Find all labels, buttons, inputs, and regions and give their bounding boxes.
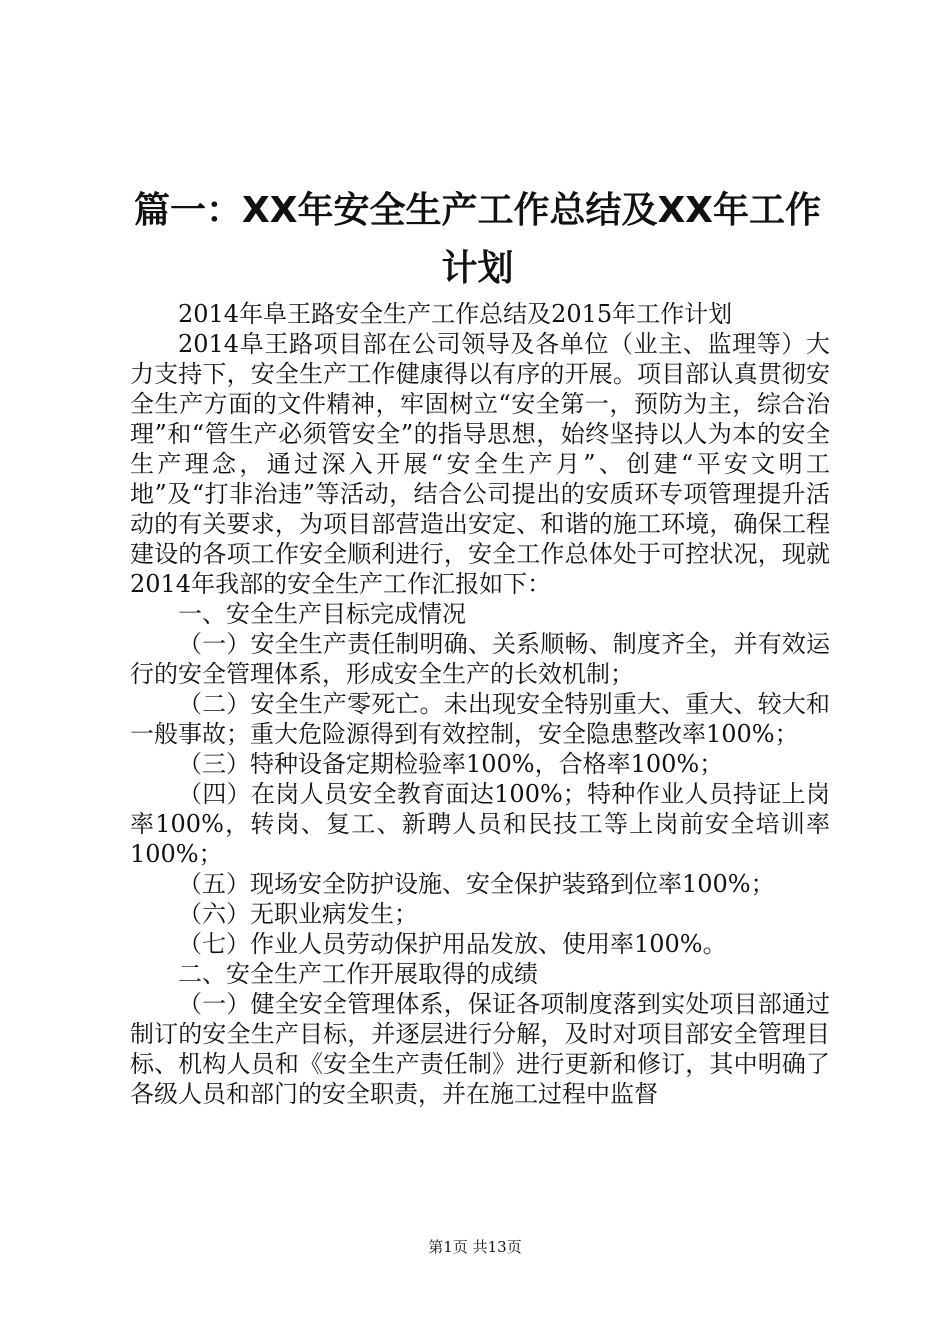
list-item: （一）安全生产责任制明确、关系顺畅、制度齐全，并有效运行的安全管理体系，形成安全生产的长效机制； <box>130 630 830 688</box>
list-item: （五）现场安全防护设施、安全保护装臵到位率100%； <box>178 870 775 898</box>
document-title: 篇一：XX年安全生产工作总结及XX年工作计划 <box>133 190 822 289</box>
list-item: （四）在岗人员安全教育面达100%；特种作业人员持证上岗率100%，转岗、复工、新聘人员和民技工等上岗前安全培训率100%； <box>130 780 830 868</box>
list-item: （二）安全生产零死亡。未出现安全特别重大、重大、较大和一般事故；重大危险源得到有效控制，安全隐患整改率100%； <box>130 690 830 748</box>
page-footer: 第1页 共13页 <box>428 1238 522 1256</box>
list-item: （七）作业人员劳动保护用品发放、使用率100%。 <box>178 930 727 958</box>
list-item: （一）健全安全管理体系，保证各项制度落到实处项目部通过制订的安全生产目标，并逐层进行分解，及时对项目部安全管理目标、机构人员和《安全生产责任制》进行更新和修订，其中明确了各级人员和部门的安全职责，并在施工过程中监督 <box>130 990 830 1108</box>
paragraph: 2014阜王路项目部在公司领导及各单位（业主、监理等）大力支持下，安全生产工作健康得以有序的开展。项目部认真贯彻安全生产方面的文件精神，牢固树立“安全第一，预防为主，综合治理”和“管生产必须管安全”的指导思想，始终坚持以人为本的安全生产理念，通过深入开展“安全生产月”、创建“平安文明工地”及“打非治违”等活动，结合公司提出的安质环专项管理提升活动的有关要求，为项目部营造出安定、和谐的施工环境，确保工程建设的各项工作安全顺利进行，安全工作总体处于可控状况，现就2014年我部的安全生产工作汇报如下： <box>130 330 830 598</box>
document-body <box>130 299 830 1109</box>
list-item: （六）无职业病发生； <box>178 900 418 928</box>
paragraph: 2014年阜王路安全生产工作总结及2015年工作计划 <box>178 300 733 328</box>
section-heading: 一、安全生产目标完成情况 <box>178 600 466 628</box>
list-item: （三）特种设备定期检验率100%，合格率100%； <box>178 750 724 778</box>
section-heading: 二、安全生产工作开展取得的成绩 <box>178 960 538 988</box>
